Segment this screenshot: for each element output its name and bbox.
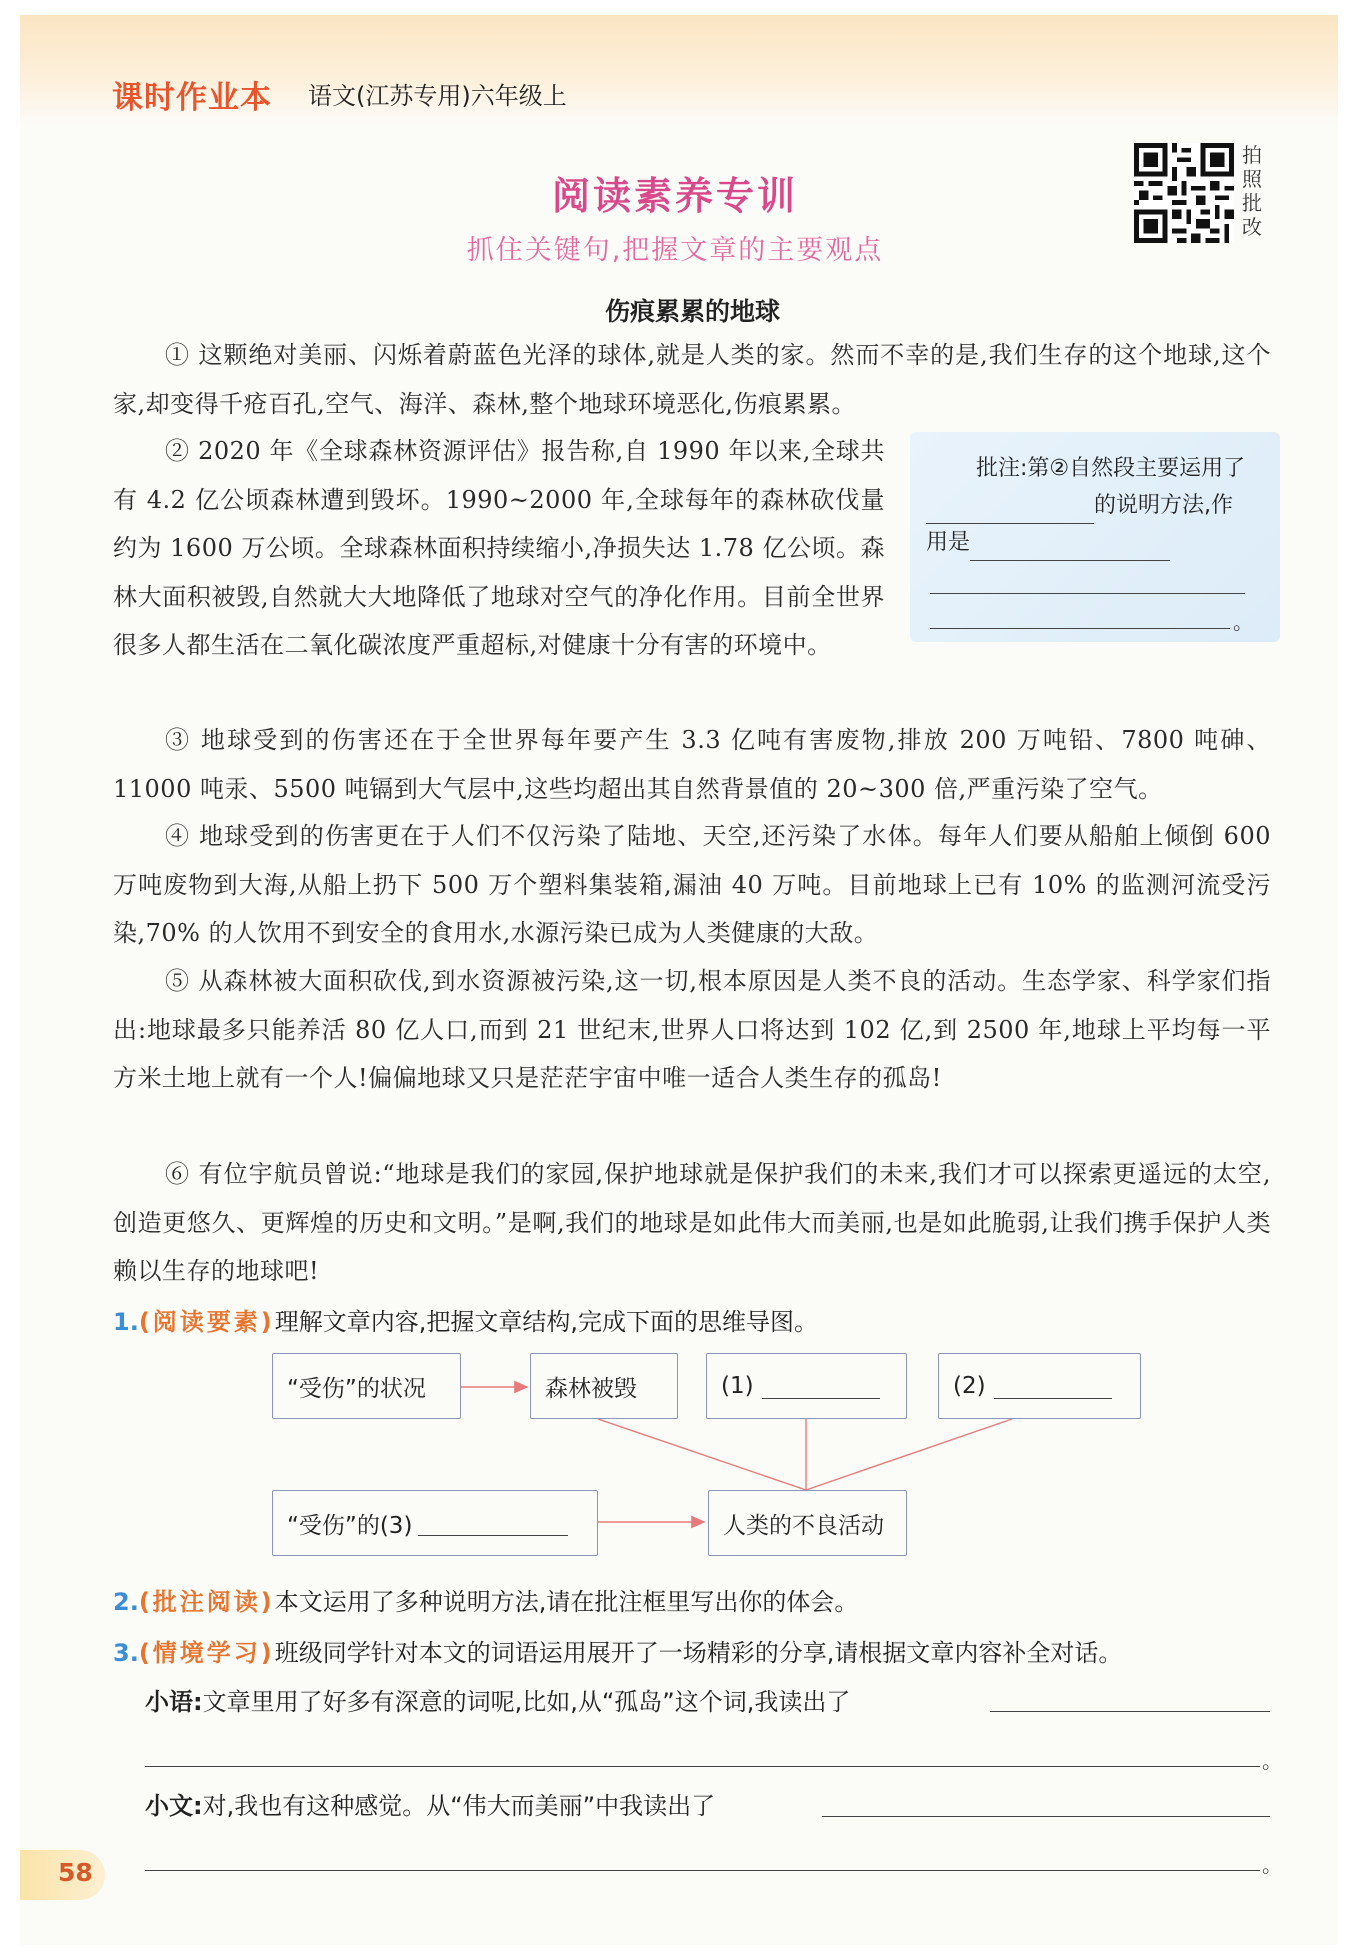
paragraph-6: ⑥ 有位宇航员曾说:“地球是我们的家园,保护地球就是保护我们的未来,我们才可以探索更遥远的太空,创造更悠久、更辉煌的历史和文明。”是啊,我们的地球是如此伟大而美丽,也是如此脆弱,让我们携手保护人类赖以生存的地球吧! <box>113 1160 1271 1285</box>
question-1-tag: (阅读要素) <box>138 1308 275 1336</box>
dialog-answer-line-2a[interactable] <box>822 1816 1270 1817</box>
section-title: 阅读素养专训 <box>551 174 798 218</box>
mindmap-blank-1-line[interactable] <box>762 1374 880 1399</box>
mindmap-blank-1-box[interactable] <box>706 1353 907 1419</box>
question-3-number: 3. <box>113 1639 139 1667</box>
paragraph-4: ④ 地球受到的伤害更在于人们不仅污染了陆地、天空,还污染了水体。每年人们要从船舶上倾倒 600 万吨废物到大海,从船上扔下 500 万个塑料集装箱,漏油 40 万吨。目前地球上已有 10% 的监测河流受污染,70% 的人饮用不到安全的食用水,水源污染已成为人类健康的大敌。 <box>113 822 1271 947</box>
question-2-number: 2. <box>113 1588 139 1616</box>
dialog-speaker-1: 小语: <box>145 1688 203 1716</box>
line-forest-to-cause <box>598 1419 806 1490</box>
question-3-text: 班级同学针对本文的词语运用展开了一场精彩的分享,请根据文章内容补全对话。 <box>274 1639 1123 1667</box>
dialog-text-1: 文章里用了好多有深意的词呢,比如,从“孤岛”这个词,我读出了 <box>202 1688 851 1716</box>
dialog-line-2 <box>145 1786 715 1821</box>
paragraph-5: ⑤ 从森林被大面积砍伐,到水资源被污染,这一切,根本原因是人类不良的活动。生态学家、科学家们指出:地球最多只能养活 80 亿人口,而到 21 世纪末,世界人口将达到 102 亿,到 2500 年,地球上平均每一平方米土地上就有一个人!偏偏地球又只是茫茫宇宙中唯一适合人类生存的孤岛! <box>113 967 1271 1092</box>
dialog-text-2: 对,我也有这种感觉。从“伟大而美丽”中我读出了 <box>202 1792 716 1820</box>
dialog-speaker-2: 小文: <box>145 1792 203 1820</box>
annotation-prompt-2: 的说明方法,作用是 <box>926 493 1233 555</box>
paragraph-1: ① 这颗绝对美丽、闪烁着蔚蓝色光泽的球体,就是人类的家。然而不幸的是,我们生存的这个地球,这个家,却变得千疮百孔,空气、海洋、森林,整个地球环境恶化,伤痕累累。 <box>113 341 1271 418</box>
brand-title: 课时作业本 <box>112 80 272 116</box>
question-1-text: 理解文章内容,把握文章结构,完成下面的思维导图。 <box>274 1308 819 1336</box>
mindmap-blank-2-line[interactable] <box>994 1374 1112 1399</box>
mindmap-forest-box <box>530 1353 678 1419</box>
article-title: 伤痕累累的地球 <box>604 297 780 326</box>
question-2-text: 本文运用了多种说明方法,请在批注框里写出你的体会。 <box>274 1588 859 1616</box>
dialog-answer-line-1a[interactable] <box>990 1711 1270 1712</box>
mindmap-forest-label: 森林被毁 <box>545 1375 637 1402</box>
mindmap-cause-label: “受伤”的(3) <box>287 1512 413 1539</box>
subject-label: 语文(江苏专用)六年级上 <box>308 82 567 110</box>
question-1-number: 1. <box>113 1308 139 1336</box>
question-3-tag: (情境学习) <box>138 1639 275 1667</box>
section-subtitle: 抓住关键句,把握文章的主要观点 <box>466 235 884 266</box>
page-number: 58 <box>58 1858 93 1887</box>
mindmap-blank-2-box[interactable] <box>938 1353 1141 1419</box>
annotation-prompt: 批注:第②自然段主要运用了 <box>976 456 1246 481</box>
mindmap-blank-3-line[interactable] <box>418 1511 568 1536</box>
mindmap-status-label: “受伤”的状况 <box>287 1375 426 1402</box>
question-2-tag: (批注阅读) <box>138 1588 275 1616</box>
paragraph-3: ③ 地球受到的伤害还在于全世界每年要产生 3.3 亿吨有害废物,排放 200 万吨铅、7800 吨砷、11000 吨汞、5500 吨镉到大气层中,这些均超出其自然背景值的 20~300 倍,严重污染了空气。 <box>113 726 1271 803</box>
qr-caption: 拍照批改 <box>1242 143 1262 239</box>
dialog-period-2: 。 <box>1262 1853 1282 1877</box>
annotation-period: 。 <box>1233 610 1253 634</box>
mindmap-blank-2-label: (2) <box>953 1373 986 1399</box>
dialog-period-1: 。 <box>1262 1749 1282 1773</box>
mindmap-status-box <box>272 1353 461 1419</box>
mindmap-blank-1-label: (1) <box>721 1373 754 1399</box>
question-2 <box>113 1582 858 1617</box>
question-3 <box>113 1633 1122 1668</box>
dialog-line-1 <box>145 1682 850 1717</box>
mindmap-cause-box[interactable] <box>272 1490 598 1556</box>
dialog-answer-line-1b[interactable] <box>145 1766 1260 1767</box>
paragraph-2: ② 2020 年《全球森林资源评估》报告称,自 1990 年以来,全球共有 4.2 亿公顷森林遭到毁坏。1990~2000 年,全球每年的森林砍伐量约为 1600 万公顷。全球森林面积持续缩小,净损失达 1.78 亿公顷。森林大面积被毁,自然就大大地降低了地球对空气的净化作用。目前全世界很多人都生活在二氧化碳浓度严重超标,对健康十分有害的环境中。 <box>113 437 885 659</box>
line-blank2-to-cause <box>806 1419 1012 1490</box>
mindmap-human-box <box>708 1490 907 1556</box>
mindmap-human-label: 人类的不良活动 <box>723 1512 884 1539</box>
dialog-answer-line-2b[interactable] <box>145 1870 1260 1871</box>
